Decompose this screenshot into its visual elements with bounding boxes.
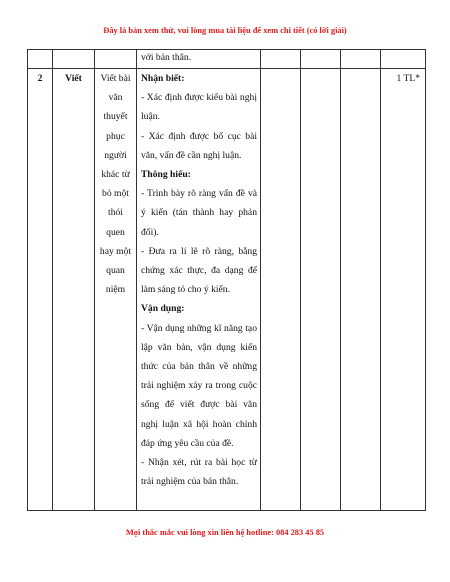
question-count-cell: 1 TL* (381, 69, 426, 511)
requirement-text: - Trình bày rõ ràng vấn đề và ý kiến (tán thành hay phản đối). (141, 188, 257, 238)
preview-notice-banner: Đây là bản xem thử, vui lòng mua tài liệu để xem chi tiết (có lời giải) (103, 26, 347, 35)
requirement-text: - Nhận xét, rút ra bài học từ trải nghiệm của bản thân. (141, 457, 257, 488)
hotline-banner: Mọi thắc mắc vui lòng xin liên hệ hotline: 084 283 45 85 (125, 528, 325, 537)
row-number: 2 (28, 69, 53, 511)
continued-row (28, 50, 426, 69)
exam-matrix-table (27, 49, 426, 511)
section-heading: Nhận biết: (141, 73, 185, 84)
requirement-text: - Đưa ra lí lẽ rõ ràng, bằng chứng xác thực, đa dạng để làm sáng tỏ cho ý kiến. (141, 245, 257, 296)
requirement-text: - Xác định được bố cục bài văn, vấn đề cần nghị luận. (141, 130, 257, 161)
table-row (28, 69, 426, 511)
requirements-cell (137, 69, 261, 511)
unit-cell: Viết bài văn thuyết phục người khác từ bỏ một thói quen hay một quan niệm (95, 69, 137, 511)
requirement-text: - Xác định được kiểu bài nghị luận. (141, 92, 257, 123)
section-heading: Vận dụng: (141, 303, 185, 315)
requirement-text: - Vận dụng những kĩ năng tạo lập văn bản, vận dụng kiến thức của bản thân về những trải nghiệm xảy ra trong cuộc sống để viết được bài văn nghị luận xã hội hoàn chỉnh đáp ứng yêu cầu của đề. (141, 322, 257, 449)
section-heading: Thông hiểu: (141, 169, 191, 181)
continued-cell: với bản thân. (137, 50, 261, 69)
skill-cell: Viết (53, 69, 95, 511)
